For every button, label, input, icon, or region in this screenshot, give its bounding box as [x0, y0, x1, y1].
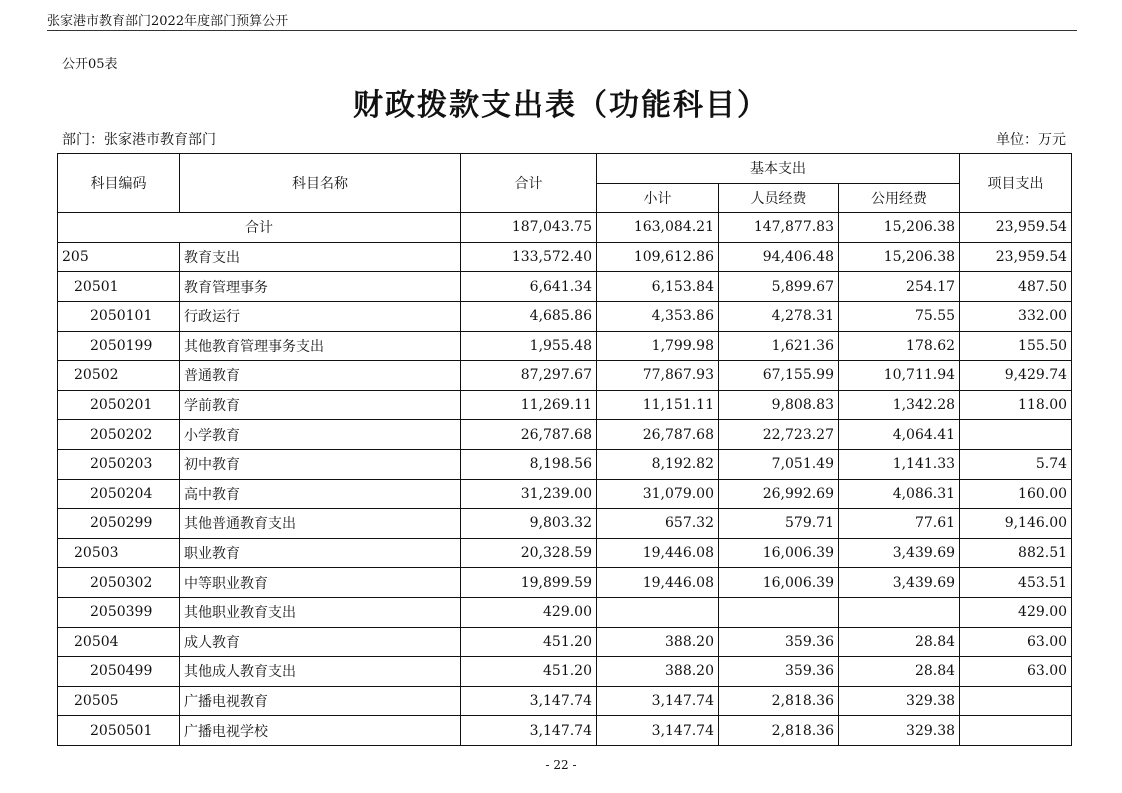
cell-code: 205 — [58, 242, 180, 272]
unit-label: 单位：万元 — [996, 132, 1066, 148]
cell-subtotal: 388.20 — [597, 627, 719, 657]
cell-code: 2050101 — [58, 301, 180, 331]
table-row — [58, 538, 1072, 568]
cell-personnel: 94,406.48 — [719, 242, 839, 272]
cell-code: 2050399 — [58, 597, 180, 627]
cell-name: 普通教育 — [180, 361, 461, 391]
department-label: 部门：张家港市教育部门 — [62, 132, 216, 148]
header-personnel: 人员经费 — [719, 183, 839, 213]
cell-subtotal: 657.32 — [597, 509, 719, 539]
total-row-public: 15,206.38 — [839, 213, 960, 243]
cell-personnel: 16,006.39 — [719, 538, 839, 568]
page-number: - 22 - — [545, 758, 577, 772]
cell-name: 其他普通教育支出 — [180, 509, 461, 539]
cell-name: 学前教育 — [180, 390, 461, 420]
cell-project: 332.00 — [960, 301, 1072, 331]
cell-project — [960, 716, 1072, 746]
header-code: 科目编码 — [58, 154, 180, 213]
table-row — [58, 657, 1072, 687]
cell-total: 429.00 — [461, 597, 597, 627]
cell-code: 2050501 — [58, 716, 180, 746]
cell-code: 20502 — [58, 361, 180, 391]
table-row — [58, 716, 1072, 746]
cell-name: 小学教育 — [180, 420, 461, 450]
cell-total: 6,641.34 — [461, 272, 597, 302]
cell-public: 77.61 — [839, 509, 960, 539]
page-title: 财政拨款支出表（功能科目） — [353, 88, 769, 123]
cell-code: 2050204 — [58, 479, 180, 509]
cell-code: 2050499 — [58, 657, 180, 687]
cell-subtotal: 6,153.84 — [597, 272, 719, 302]
cell-project: 882.51 — [960, 538, 1072, 568]
cell-code: 2050202 — [58, 420, 180, 450]
cell-subtotal: 11,151.11 — [597, 390, 719, 420]
cell-project: 118.00 — [960, 390, 1072, 420]
running-header: 张家港市教育部门2022年度部门预算公开 — [47, 14, 289, 29]
cell-personnel: 2,818.36 — [719, 716, 839, 746]
cell-public: 4,064.41 — [839, 420, 960, 450]
cell-public: 28.84 — [839, 657, 960, 687]
table-row — [58, 479, 1072, 509]
cell-public: 178.62 — [839, 331, 960, 361]
cell-project — [960, 420, 1072, 450]
cell-personnel: 16,006.39 — [719, 568, 839, 598]
table-header — [58, 154, 1072, 213]
cell-total: 11,269.11 — [461, 390, 597, 420]
header-basic: 基本支出 — [597, 154, 960, 184]
cell-code: 2050299 — [58, 509, 180, 539]
cell-name: 中等职业教育 — [180, 568, 461, 598]
cell-personnel: 9,808.83 — [719, 390, 839, 420]
cell-project: 5.74 — [960, 449, 1072, 479]
total-row-personnel: 147,877.83 — [719, 213, 839, 243]
cell-personnel: 579.71 — [719, 509, 839, 539]
table-row — [58, 331, 1072, 361]
cell-total: 3,147.74 — [461, 686, 597, 716]
cell-personnel: 4,278.31 — [719, 301, 839, 331]
cell-public: 3,439.69 — [839, 538, 960, 568]
cell-total: 4,685.86 — [461, 301, 597, 331]
table-row — [58, 597, 1072, 627]
table-row — [58, 509, 1072, 539]
cell-public: 28.84 — [839, 627, 960, 657]
cell-total: 3,147.74 — [461, 716, 597, 746]
cell-personnel: 359.36 — [719, 627, 839, 657]
cell-total: 31,239.00 — [461, 479, 597, 509]
cell-personnel: 1,621.36 — [719, 331, 839, 361]
cell-personnel: 22,723.27 — [719, 420, 839, 450]
cell-name: 其他教育管理事务支出 — [180, 331, 461, 361]
cell-project: 9,429.74 — [960, 361, 1072, 391]
total-row-label: 合计 — [58, 213, 461, 243]
cell-code: 2050203 — [58, 449, 180, 479]
cell-name: 成人教育 — [180, 627, 461, 657]
cell-total: 1,955.48 — [461, 331, 597, 361]
table-row — [58, 627, 1072, 657]
header-project: 项目支出 — [960, 154, 1072, 213]
header-total: 合计 — [461, 154, 597, 213]
cell-public — [839, 597, 960, 627]
table-row — [58, 420, 1072, 450]
cell-code: 2050201 — [58, 390, 180, 420]
table-row — [58, 449, 1072, 479]
cell-project: 160.00 — [960, 479, 1072, 509]
cell-total: 133,572.40 — [461, 242, 597, 272]
header-public: 公用经费 — [839, 183, 960, 213]
cell-public: 329.38 — [839, 716, 960, 746]
cell-name: 教育支出 — [180, 242, 461, 272]
cell-project: 155.50 — [960, 331, 1072, 361]
cell-code: 2050302 — [58, 568, 180, 598]
header-name: 科目名称 — [180, 154, 461, 213]
total-row — [58, 213, 1072, 243]
cell-total: 19,899.59 — [461, 568, 597, 598]
cell-name: 广播电视学校 — [180, 716, 461, 746]
cell-name: 初中教育 — [180, 449, 461, 479]
cell-subtotal: 26,787.68 — [597, 420, 719, 450]
cell-personnel — [719, 597, 839, 627]
document-code: 公开05表 — [62, 57, 118, 72]
total-row-project: 23,959.54 — [960, 213, 1072, 243]
total-row-subtotal: 163,084.21 — [597, 213, 719, 243]
cell-subtotal: 1,799.98 — [597, 331, 719, 361]
cell-subtotal: 4,353.86 — [597, 301, 719, 331]
cell-public: 10,711.94 — [839, 361, 960, 391]
cell-code: 20503 — [58, 538, 180, 568]
cell-total: 87,297.67 — [461, 361, 597, 391]
cell-public: 3,439.69 — [839, 568, 960, 598]
cell-subtotal — [597, 597, 719, 627]
cell-project: 453.51 — [960, 568, 1072, 598]
cell-total: 451.20 — [461, 627, 597, 657]
cell-code: 20504 — [58, 627, 180, 657]
cell-personnel: 5,899.67 — [719, 272, 839, 302]
cell-personnel: 7,051.49 — [719, 449, 839, 479]
cell-subtotal: 8,192.82 — [597, 449, 719, 479]
cell-name: 教育管理事务 — [180, 272, 461, 302]
cell-total: 8,198.56 — [461, 449, 597, 479]
cell-public: 329.38 — [839, 686, 960, 716]
cell-subtotal: 3,147.74 — [597, 686, 719, 716]
cell-total: 451.20 — [461, 657, 597, 687]
cell-public: 254.17 — [839, 272, 960, 302]
table-row — [58, 686, 1072, 716]
cell-subtotal: 3,147.74 — [597, 716, 719, 746]
cell-total: 26,787.68 — [461, 420, 597, 450]
cell-code: 2050199 — [58, 331, 180, 361]
cell-name: 广播电视教育 — [180, 686, 461, 716]
cell-name: 其他成人教育支出 — [180, 657, 461, 687]
cell-name: 其他职业教育支出 — [180, 597, 461, 627]
table-row — [58, 242, 1072, 272]
table-row — [58, 568, 1072, 598]
cell-name: 行政运行 — [180, 301, 461, 331]
cell-project: 9,146.00 — [960, 509, 1072, 539]
cell-personnel: 67,155.99 — [719, 361, 839, 391]
cell-project: 429.00 — [960, 597, 1072, 627]
table-row — [58, 272, 1072, 302]
cell-personnel: 359.36 — [719, 657, 839, 687]
budget-table — [57, 153, 1072, 746]
total-row-total: 187,043.75 — [461, 213, 597, 243]
cell-code: 20501 — [58, 272, 180, 302]
cell-public: 4,086.31 — [839, 479, 960, 509]
cell-total: 9,803.32 — [461, 509, 597, 539]
cell-project: 63.00 — [960, 627, 1072, 657]
cell-total: 20,328.59 — [461, 538, 597, 568]
header-rule — [47, 30, 1077, 31]
cell-name: 职业教育 — [180, 538, 461, 568]
cell-public: 75.55 — [839, 301, 960, 331]
cell-subtotal: 31,079.00 — [597, 479, 719, 509]
cell-personnel: 2,818.36 — [719, 686, 839, 716]
cell-project: 63.00 — [960, 657, 1072, 687]
cell-name: 高中教育 — [180, 479, 461, 509]
table-row — [58, 390, 1072, 420]
cell-public: 15,206.38 — [839, 242, 960, 272]
cell-subtotal: 77,867.93 — [597, 361, 719, 391]
table-row — [58, 361, 1072, 391]
cell-project: 23,959.54 — [960, 242, 1072, 272]
cell-project — [960, 686, 1072, 716]
cell-personnel: 26,992.69 — [719, 479, 839, 509]
header-subtotal: 小计 — [597, 183, 719, 213]
cell-subtotal: 19,446.08 — [597, 538, 719, 568]
cell-project: 487.50 — [960, 272, 1072, 302]
cell-subtotal: 388.20 — [597, 657, 719, 687]
table-row — [58, 301, 1072, 331]
cell-public: 1,141.33 — [839, 449, 960, 479]
cell-subtotal: 19,446.08 — [597, 568, 719, 598]
cell-subtotal: 109,612.86 — [597, 242, 719, 272]
table-body — [58, 213, 1072, 746]
cell-public: 1,342.28 — [839, 390, 960, 420]
cell-code: 20505 — [58, 686, 180, 716]
